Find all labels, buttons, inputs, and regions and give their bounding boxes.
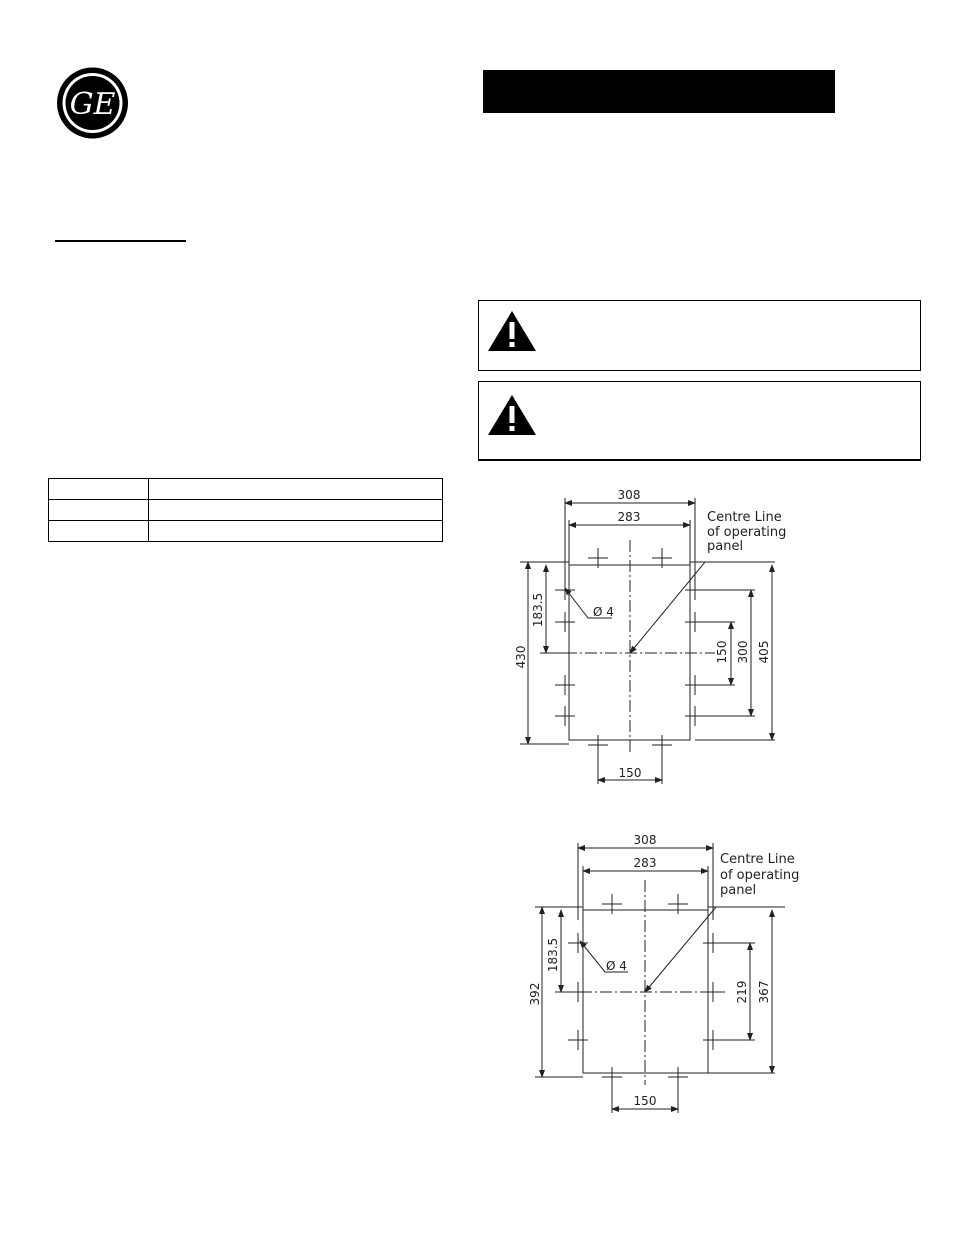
centre-line-label-2: of operating [720, 868, 800, 883]
dim-overall-width: 308 [617, 488, 641, 502]
dim-overall-width: 308 [633, 833, 657, 847]
dim-height: 392 [528, 982, 542, 1006]
dim-hole-diameter: Ø 4 [606, 959, 627, 973]
dim-right-a: 219 [735, 980, 749, 1004]
centre-line-label-1: Centre Line [707, 510, 782, 525]
centre-line-label-2: of operating [707, 525, 787, 540]
dim-right-b: 300 [736, 640, 750, 664]
dim-inner-width: 283 [633, 856, 657, 870]
dim-center-offset: 183.5 [531, 592, 545, 628]
dim-right-b: 367 [757, 980, 771, 1004]
ge-logo-text: GE [69, 87, 116, 122]
dim-hole-spacing: 150 [633, 1094, 657, 1108]
dim-hole-diameter: Ø 4 [593, 605, 614, 619]
dim-height: 430 [514, 645, 528, 669]
dim-hole-spacing: 150 [618, 766, 642, 780]
dim-center-offset: 183.5 [546, 937, 560, 973]
dim-right-a: 150 [715, 640, 729, 664]
dim-inner-width: 283 [617, 510, 641, 524]
centre-line-label-3: panel [707, 539, 744, 554]
drawing-1-labels [514, 488, 786, 780]
drawing-2-labels [528, 833, 799, 1108]
dim-right-c: 405 [757, 640, 771, 664]
centre-line-label-1: Centre Line [720, 852, 795, 867]
centre-line-label-3: panel [720, 883, 757, 898]
